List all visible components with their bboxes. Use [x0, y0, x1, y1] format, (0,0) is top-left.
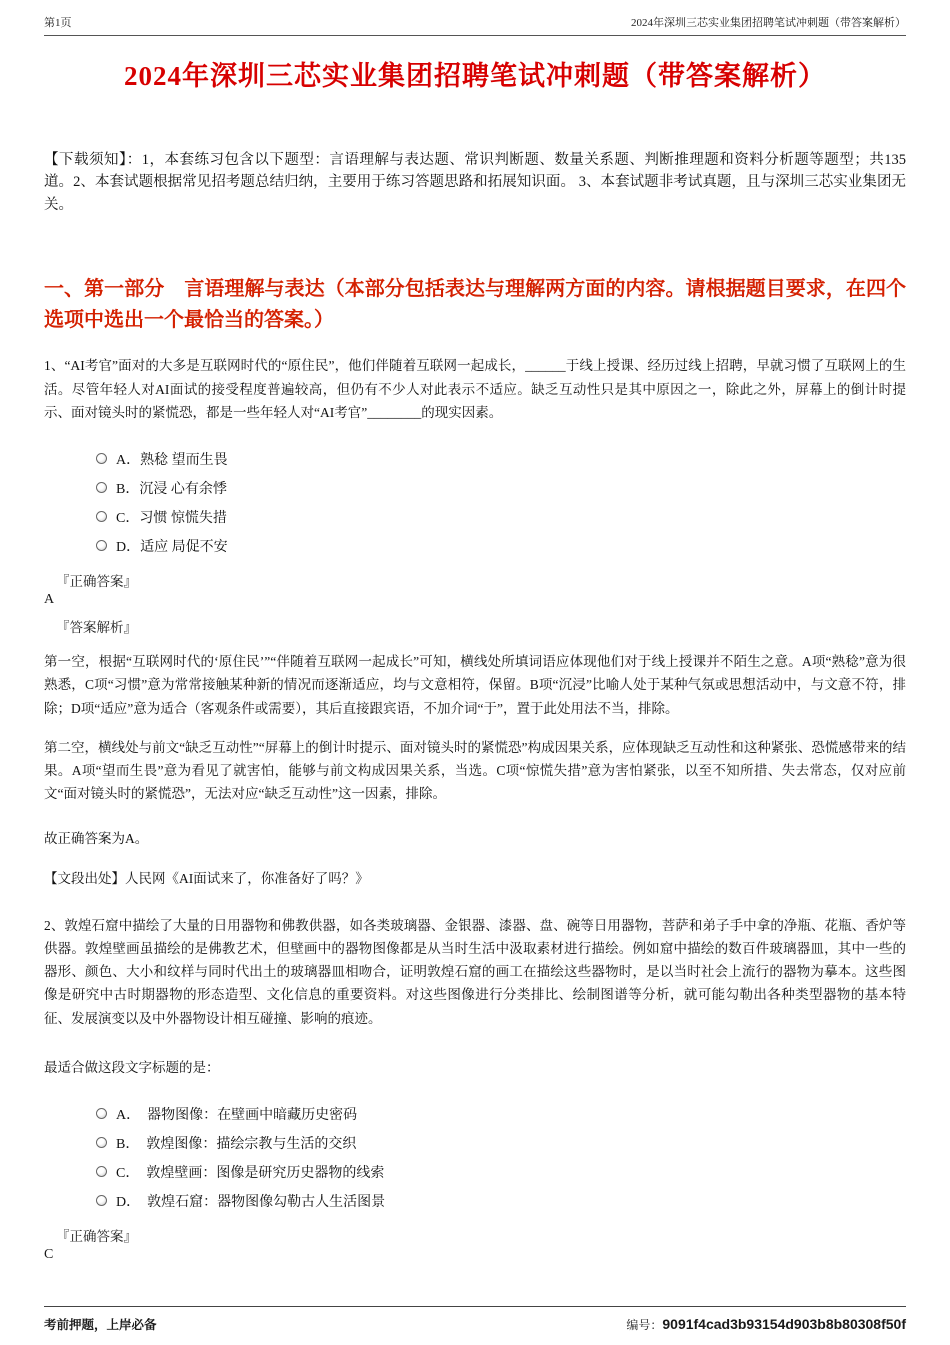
question-1-source: 【文段出处】人民网《AI面试来了，你准备好了吗？》 [44, 870, 369, 886]
footer-code [626, 1316, 906, 1333]
question-2-option-c[interactable] [96, 1157, 906, 1186]
question-1-correct-answer-label: 『正确答案』 [56, 574, 137, 590]
question-1-correct-answer-value: A [44, 592, 55, 608]
header-doc-title: 2024年深圳三芯实业集团招聘笔试冲刺题（带答案解析） [631, 17, 906, 29]
question-2-correct-answer-label: 『正确答案』 [56, 1229, 137, 1245]
option-label: C．习惯 惊慌失措 [116, 510, 227, 526]
download-notice: 【下载须知】：1，本套练习包含以下题型：言语理解与表达题、常识判断题、数量关系题、判断推理题和资料分析题等题型；共135道。2、本套试题根据常见招考题总结归纳，主要用于练习答题思路和拓展知识面。 3、本套试题非考试真题，且与深圳三芯实业集团无关。 [44, 152, 906, 213]
footer-code-value: 9091f4cad3b93154d903b8b80308f50f [662, 1316, 906, 1332]
radio-icon[interactable] [96, 1108, 107, 1119]
option-label: A． 器物图像：在壁画中暗藏历史密码 [116, 1107, 358, 1123]
question-2-stem: 2、敦煌石窟中描绘了大量的日用器物和佛教供器，如各类玻璃器、金银器、漆器、盘、碗等日用器物，菩萨和弟子手中拿的净瓶、花瓶、香炉等供器。敦煌壁画虽描绘的是佛教艺术，但壁画中的器物图像都是从当时生活中汲取素材进行描绘。例如窟中描绘的数百件玻璃器皿，其中一些的器形、颜色、大小和纹样与同时代出土的玻璃器皿相吻合，证明敦煌石窟的画工在描绘这些器物时，是以当时社会上流行的器物为摹本。这些图像是研究中古时期器物的形态造型、文化信息的重要资料。对这些图像进行分类排比、绘制图谱等分析，就可能勾勒出各种类型器物的基本特征、发展演变以及中外器物设计相互碰撞、影响的痕迹。 [44, 917, 906, 1026]
radio-icon[interactable] [96, 1166, 107, 1177]
option-label: A．熟稔 望而生畏 [116, 452, 228, 468]
question-1-option-c[interactable] [96, 502, 906, 531]
radio-icon[interactable] [96, 482, 107, 493]
footer-code-label: 编号： [626, 1318, 663, 1332]
option-label: B． 敦煌图像：描绘宗教与生活的交织 [116, 1136, 357, 1152]
question-1-stem: 1、“AI考官”面对的大多是互联网时代的“原住民”，他们伴随着互联网一起成长，______于线上授课、经历过线上招聘，早就习惯了互联网上的生活。尽管年轻人对AI面试的接受程度普遍较高，但仍有不少人对此表示不适应。缺乏互动性只是其中原因之一，除此之外，屏幕上的倒计时提示、面对镜头时的紧慌恐，都是一些年轻人对“AI考官”________的现实因素。 [44, 358, 906, 420]
question-1-options [96, 444, 906, 560]
question-2-option-b[interactable] [96, 1128, 906, 1157]
question-1-analysis-paragraph-1: 第一空，根据“互联网时代的‘原住民’”“伴随着互联网一起成长”可知，横线处所填词语应体现他们对于线上授课并不陌生之意。A项“熟稔”意为很熟悉，C项“习惯”意为常常接触某种新的情况而逐渐适应，均与文意相符，保留。B项“沉浸”比喻人处于某种气氛或思想活动中，与文意不符，排除；D项“适应”意为适合（客观条件或需要），其后直接跟宾语，不加介词“于”，置于此处用法不当，排除。 [44, 654, 906, 716]
page-title: 2024年深圳三芯实业集团招聘笔试冲刺题（带答案解析） [124, 61, 826, 91]
radio-icon[interactable] [96, 540, 107, 551]
option-label: D．适应 局促不安 [116, 539, 228, 555]
radio-icon[interactable] [96, 1137, 107, 1148]
question-2-correct-answer-value: C [44, 1247, 54, 1263]
question-1-option-b[interactable] [96, 473, 906, 502]
page-footer [44, 1306, 906, 1333]
option-label: D． 敦煌石窟：器物图像勾勒古人生活图景 [116, 1194, 386, 1210]
question-1-analysis-label: 『答案解析』 [56, 620, 137, 636]
question-2-option-a[interactable] [96, 1099, 906, 1128]
question-1-option-a[interactable] [96, 444, 906, 473]
question-2-prompt: 最适合做这段文字标题的是： [44, 1059, 220, 1075]
question-2-option-d[interactable] [96, 1186, 906, 1215]
radio-icon[interactable] [96, 453, 107, 464]
header-page-number: 第1页 [44, 17, 72, 29]
footer-slogan: 考前押题，上岸必备 [44, 1318, 157, 1332]
option-label: C． 敦煌壁画：图像是研究历史器物的线索 [116, 1165, 385, 1181]
radio-icon[interactable] [96, 1195, 107, 1206]
section-heading: 一、第一部分 言语理解与表达（本部分包括表达与理解两方面的内容。请根据题目要求，在四个选项中选出一个最恰当的答案。） [44, 278, 906, 332]
question-1-option-d[interactable] [96, 531, 906, 560]
question-1-analysis-paragraph-2: 第二空，横线处与前文“缺乏互动性”“屏幕上的倒计时提示、面对镜头时的紧慌恐”构成因果关系，应体现缺乏互动性和这种紧张、恐慌感带来的结果。A项“望而生畏”意为看见了就害怕，能够与前文构成因果关系，当选。C项“惊慌失措”意为害怕紧张，以至不知所措、失去常态，仅对应前文“面对镜头时的紧慌恐”，无法对应“缺乏互动性”这一因素，排除。 [44, 739, 906, 802]
radio-icon[interactable] [96, 511, 107, 522]
question-1-conclusion: 故正确答案为A。 [44, 831, 149, 847]
option-label: B．沉浸 心有余悸 [116, 481, 227, 497]
page-header [44, 14, 906, 36]
question-2-options [96, 1099, 906, 1215]
